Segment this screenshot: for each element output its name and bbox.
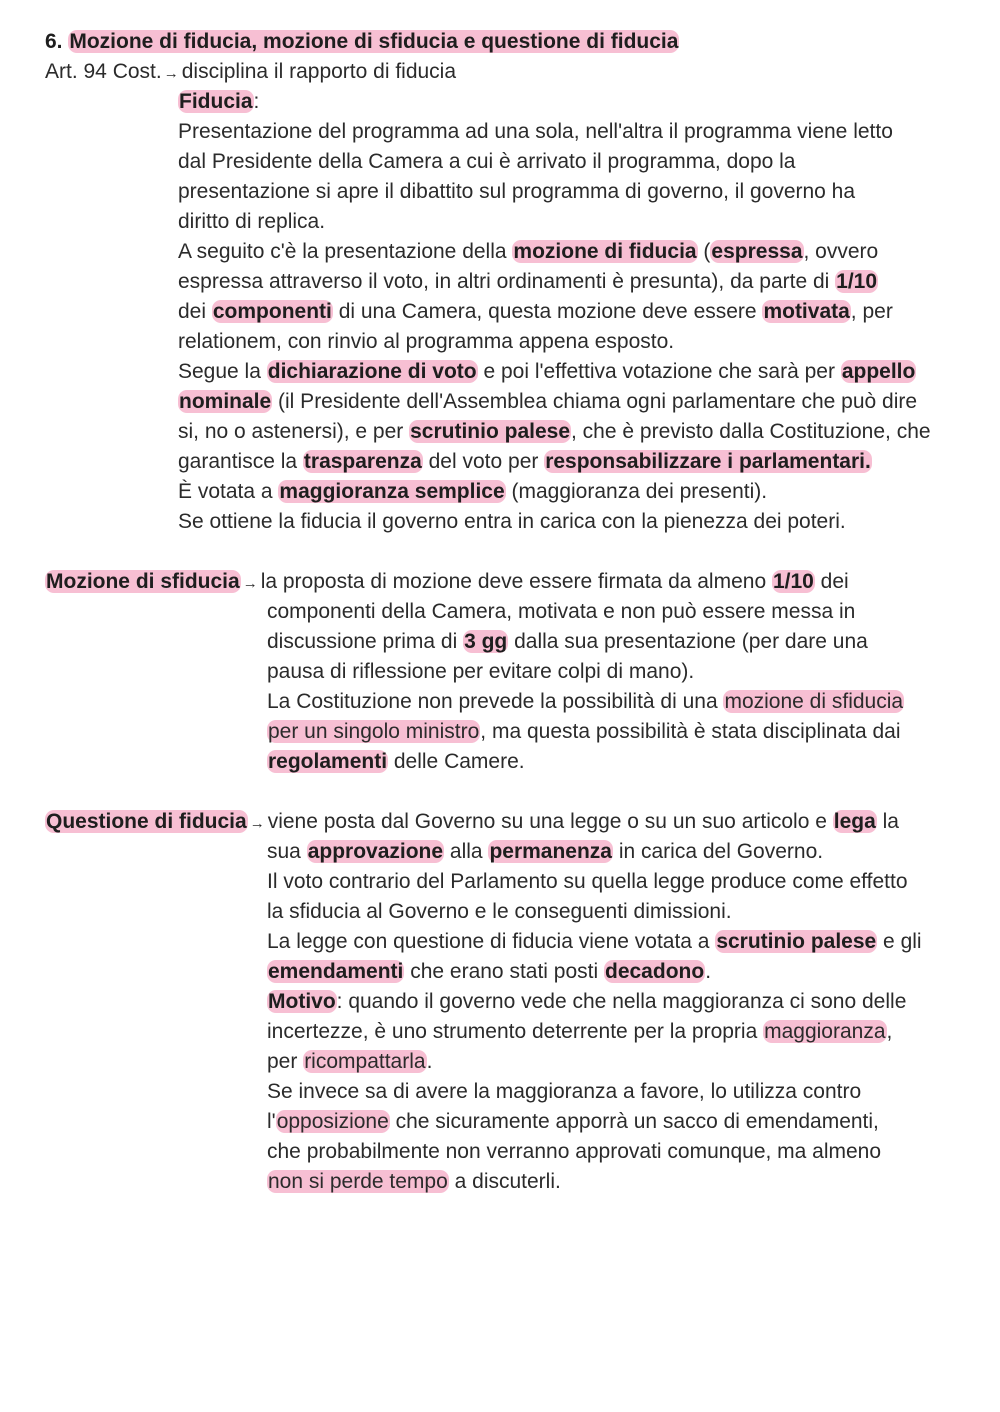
text-line [267,1047,432,1077]
text-line: che probabilmente non verranno approvati comunque, ma almeno [267,1140,882,1163]
text-line: la sfiducia al Governo e le conseguenti dimissioni. [267,900,732,923]
text: per [267,1050,304,1073]
text-line [267,1167,561,1197]
arrow-icon: → [242,575,258,592]
highlight: maggioranza [764,1020,886,1043]
text: , ma questa possibilità è stata disciplinata dai [480,720,901,743]
text: sua [267,840,307,863]
highlight: 3 gg [464,630,508,653]
highlight: scrutinio palese [716,930,877,953]
text: di una Camera, questa mozione deve essere [332,300,763,323]
highlight: 1/10 [836,270,878,293]
text: a discuterli. [448,1170,561,1193]
text: dei [178,300,212,323]
text: , che è previsto dalla Costituzione, che [571,420,931,443]
highlight: Mozione di fiducia, mozione di sfiducia e questione di fiducia [69,30,679,53]
text-line [178,387,917,417]
text-line: dal Presidente della Camera a cui è arrivato il programma, dopo la [178,150,796,173]
highlight: emendamenti [268,960,404,983]
arrow-icon: → [249,815,265,832]
text: È votata a [178,480,279,503]
highlight: Questione di fiducia [46,810,247,833]
text-line [178,417,931,447]
text-line: presentazione si apre il dibattito sul programma di governo, il governo ha [178,180,856,203]
highlight: decadono [605,960,705,983]
highlight: componenti [212,300,332,323]
text: si, no o astenersi), e per [178,420,410,443]
text: , ovvero [803,240,879,263]
text: la [876,810,899,833]
highlight: appello [841,360,916,383]
highlight: per un singolo ministro [268,720,480,743]
text-line [178,267,878,297]
highlight: Fiducia [179,90,253,113]
text-line [178,237,878,267]
text: che sicuramente apporrà un sacco di emendamenti, [389,1110,879,1133]
text: la proposta di mozione deve essere firmata da almeno [260,570,772,593]
text: che erano stati posti [404,960,604,983]
highlight: nominale [179,390,272,413]
text-line [178,477,767,507]
text: del voto per [422,450,545,473]
text-line [178,297,893,327]
text-line: componenti della Camera, motivata e non può essere messa in [267,600,856,623]
text-line: pausa di riflessione per evitare colpi di mano). [267,660,695,683]
text-line [267,1107,879,1137]
text: e poi l'effettiva votazione che sarà per [477,360,841,383]
text-line: relationem, con rinvio al programma appena esposto. [178,330,675,353]
text-line: Il voto contrario del Parlamento su quella legge produce come effetto [267,870,908,893]
section-title [45,27,679,57]
text-line [267,687,904,717]
text: La Costituzione non prevede la possibilità di una [267,690,724,713]
arrow-icon: → [163,65,179,82]
text-line [267,1017,892,1047]
text-line [178,357,916,387]
heading-sfiducia [45,567,849,599]
highlight: Mozione di sfiducia [46,570,240,593]
highlight: 1/10 [772,570,814,593]
text: (maggioranza dei presenti). [505,480,768,503]
article-ref: Art. 94 Cost. [45,60,162,83]
text: . [705,960,712,983]
text: , per [850,300,893,323]
highlight: motivata [763,300,850,323]
highlight: scrutinio palese [410,420,571,443]
text: discussione prima di [267,630,464,653]
text-line [178,447,872,477]
highlight: approvazione [307,840,444,863]
highlight: opposizione [276,1110,389,1133]
text: dalla sua presentazione (per dare una [508,630,868,653]
text-line [267,627,868,657]
highlight: ricompattarla [304,1050,426,1073]
text: A seguito c'è la presentazione della [178,240,513,263]
text-line [267,747,525,777]
text: : [253,90,260,113]
highlight: dichiarazione di voto [267,360,477,383]
highlight: Motivo [268,990,336,1013]
text: espressa attraverso il voto, in altri ordinamenti è presunta), da parte di [178,270,836,293]
text-line [267,987,906,1017]
highlight: espressa [711,240,803,263]
text: e gli [877,930,922,953]
text: disciplina il rapporto di fiducia [181,60,457,83]
text-line: Se ottiene la fiducia il governo entra in carica con la pienezza dei poteri. [178,510,846,533]
text-line: Presentazione del programma ad una sola, nell'altra il programma viene letto [178,120,893,143]
text: dei [814,570,849,593]
highlight: mozione di sfiducia [724,690,904,713]
highlight: responsabilizzare i parlamentari. [545,450,871,473]
text: . [426,1050,433,1073]
text: viene posta dal Governo su una legge o su un suo articolo e [267,810,833,833]
highlight: mozione di fiducia [513,240,697,263]
text: Segue la [178,360,267,383]
highlight: lega [833,810,876,833]
text-line [267,837,823,867]
text: garantisce la [178,450,303,473]
text-line [267,957,711,987]
text: alla [444,840,489,863]
subheading-fiducia [178,87,259,117]
section-number: 6. [45,30,69,53]
text-line [45,57,456,89]
text-line: Se invece sa di avere la maggioranza a favore, lo utilizza contro [267,1080,862,1103]
highlight: permanenza [489,840,612,863]
text: incertezze, è uno strumento deterrente per la propria [267,1020,764,1043]
highlight: regolamenti [268,750,388,773]
heading-questione [45,807,899,839]
text-line: diritto di replica. [178,210,326,233]
text: (il Presidente dell'Assemblea chiama ogni parlamentare che può dire [272,390,918,413]
text: ( [697,240,711,263]
text: l' [267,1110,276,1133]
highlight: trasparenza [303,450,422,473]
highlight: maggioranza semplice [279,480,505,503]
highlight: non si perde tempo [268,1170,448,1193]
text: in carica del Governo. [612,840,824,863]
text: La legge con questione di fiducia viene votata a [267,930,716,953]
text-line [267,927,922,957]
text: : quando il governo vede che nella maggioranza ci sono delle [336,990,907,1013]
text: delle Camere. [388,750,525,773]
text: , [886,1020,893,1043]
text-line [267,717,901,747]
